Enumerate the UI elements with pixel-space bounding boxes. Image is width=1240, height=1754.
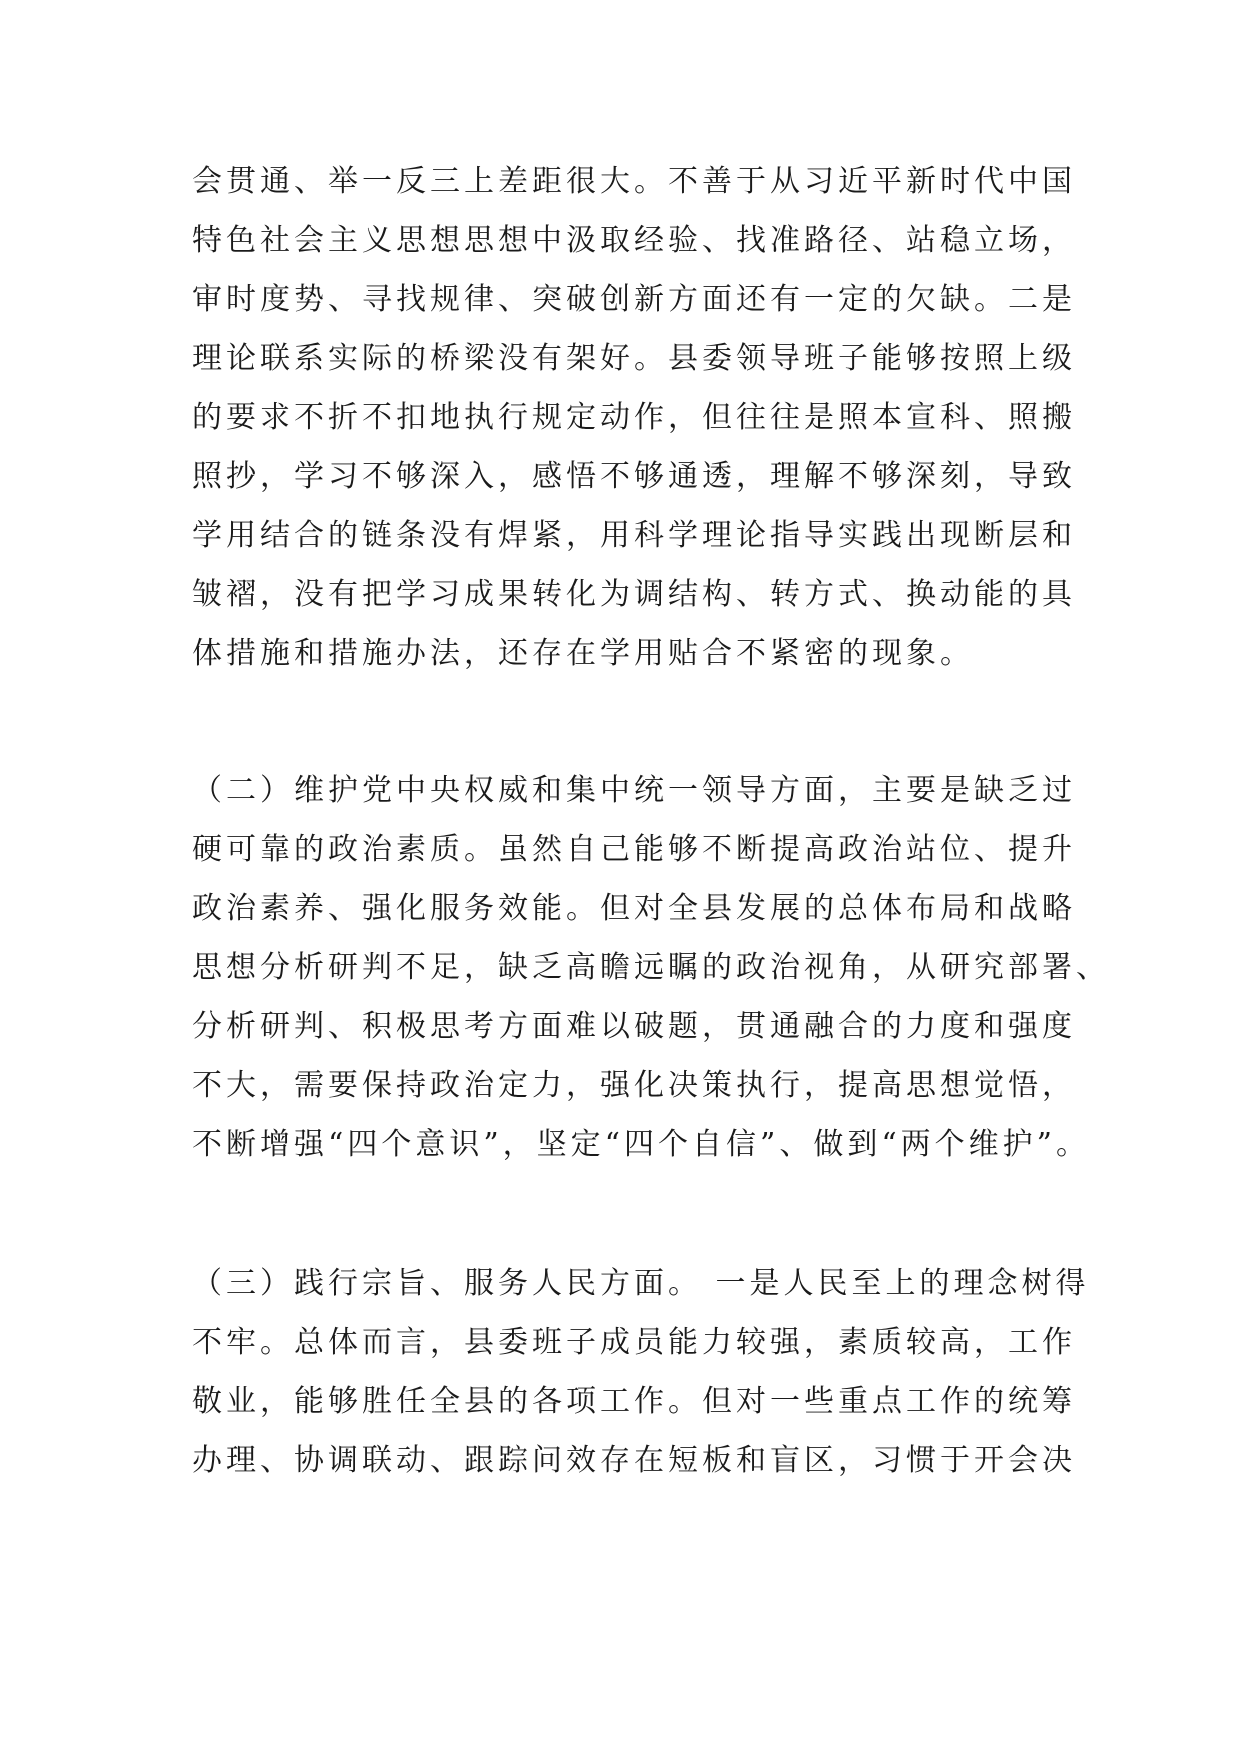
paragraph-spacer <box>192 683 1072 761</box>
text-line: 硬可靠的政治素质。虽然自己能够不断提高政治站位、提升 <box>192 832 1076 867</box>
text-line: 审时度势、寻找规律、突破创新方面还有一定的欠缺。二是 <box>192 282 1076 317</box>
text-line: 不断增强“四个意识”，坚定“四个自信”、做到“两个维护”。 <box>192 1127 1091 1162</box>
text-line: 皱褶，没有把学习成果转化为调结构、转方式、换动能的具 <box>192 577 1076 612</box>
text-line: 会贯通、举一反三上差距很大。不善于从习近平新时代中国 <box>192 164 1076 199</box>
text-line: 学用结合的链条没有焊紧，用科学理论指导实践出现断层和 <box>192 518 1076 553</box>
text-line: 政治素养、强化服务效能。但对全县发展的总体布局和战略 <box>192 891 1076 926</box>
text-line: 的要求不折不扣地执行规定动作，但往往是照本宣科、照搬 <box>192 400 1076 435</box>
text-line: （三）践行宗旨、服务人民方面。 一是人民至上的理念树得 <box>192 1266 1090 1301</box>
text-line: 不大，需要保持政治定力，强化决策执行，提高思想觉悟， <box>192 1068 1076 1103</box>
text-line: 敬业，能够胜任全县的各项工作。但对一些重点工作的统筹 <box>192 1384 1076 1419</box>
document-body <box>192 152 1110 1490</box>
paragraph-2 <box>192 761 1110 1174</box>
text-line: 思想分析研判不足，缺乏高瞻远瞩的政治视角，从研究部署、 <box>192 950 1110 985</box>
paragraph-3 <box>192 1254 1090 1490</box>
text-line: 体措施和措施办法，还存在学用贴合不紧密的现象。 <box>192 636 974 671</box>
text-line: （二）维护党中央权威和集中统一领导方面，主要是缺乏过 <box>192 773 1076 808</box>
text-line: 特色社会主义思想思想中汲取经验、找准路径、站稳立场， <box>192 223 1076 258</box>
text-line: 办理、协调联动、跟踪问效存在短板和盲区，习惯于开会决 <box>192 1443 1076 1478</box>
text-line: 照抄，学习不够深入，感悟不够通透，理解不够深刻，导致 <box>192 459 1076 494</box>
paragraph-spacer <box>192 1174 1072 1254</box>
text-line: 理论联系实际的桥梁没有架好。县委领导班子能够按照上级 <box>192 341 1076 376</box>
text-line: 不牢。总体而言，县委班子成员能力较强，素质较高，工作 <box>192 1325 1076 1360</box>
text-line: 分析研判、积极思考方面难以破题，贯通融合的力度和强度 <box>192 1009 1076 1044</box>
paragraph-1 <box>192 152 1076 683</box>
